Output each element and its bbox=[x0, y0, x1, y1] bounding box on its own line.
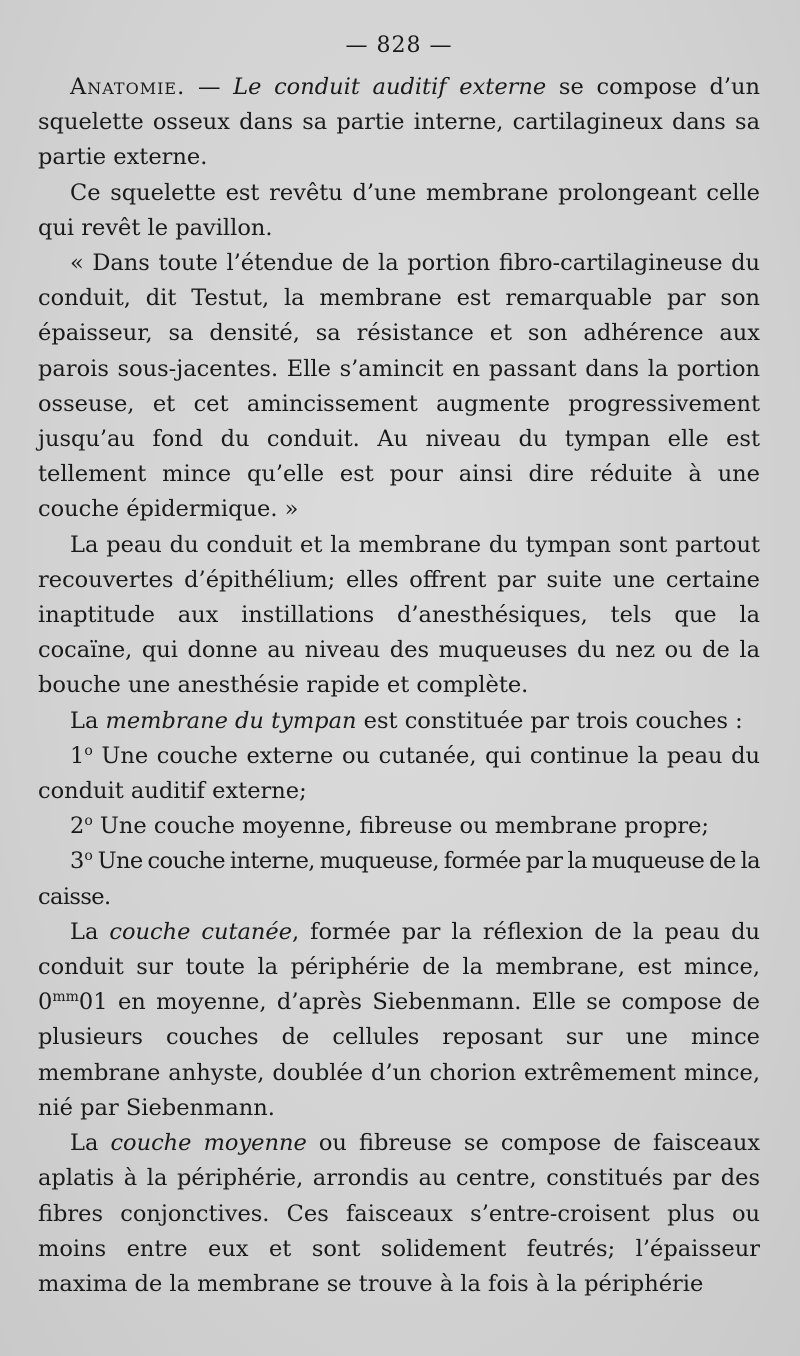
measure-decimal: 01 bbox=[78, 989, 108, 1016]
list-text: Une couche interne, muqueuse, formée par la muqueuse de la caisse. bbox=[38, 848, 760, 910]
text-fragment: , formée par la réflexion de la peau du conduit sur toute la périphérie de la membrane, est mince, bbox=[38, 918, 760, 981]
text-fragment: est constituée par trois couches : bbox=[356, 707, 743, 734]
italic-term: Le conduit auditif externe bbox=[233, 74, 547, 100]
list-text: Une couche externe ou cutanée, qui continue la peau du conduit auditif externe; bbox=[38, 742, 760, 805]
paragraph-couche-cutanee bbox=[38, 915, 760, 1126]
list-text: Une couche moyenne, fibreuse ou membrane propre; bbox=[92, 813, 709, 840]
measure-number: 0 bbox=[38, 989, 53, 1016]
paragraph-2: Ce squelette est revêtu d’une membrane prolongeant celle qui revêt le pavillon. bbox=[38, 179, 760, 241]
list-number: 1 bbox=[70, 742, 85, 769]
italic-term: couche cutanée bbox=[109, 918, 293, 945]
paragraph-4: La peau du conduit et la membrane du tympan sont partout recouvertes d’épithélium; elles offrent par suite une certaine inaptitude aux instillations d’anesthésiques, tels que la cocaïne, qui donne au niveau des muqueuses du nez ou de la bouche une anesthésie rapide et complète. bbox=[38, 531, 760, 699]
italic-term: couche moyenne bbox=[110, 1130, 307, 1157]
text-fragment: en moyenne, d’après Siebenmann. Elle se compose de plusieurs couches de cellules reposant sur une mince membrane anhyste, doublée d’un chorion extrêmement mince, nié par Siebenmann. bbox=[38, 989, 760, 1121]
body-text bbox=[38, 70, 760, 1302]
list-item-2 bbox=[38, 809, 760, 844]
text-fragment: La bbox=[70, 918, 110, 945]
paragraph-anatomie bbox=[38, 70, 760, 176]
paragraph-couche-moyenne bbox=[38, 1126, 760, 1302]
paragraph-5 bbox=[38, 704, 760, 739]
list-number: 3 bbox=[70, 848, 85, 875]
section-label: Anatomie. bbox=[70, 74, 186, 100]
ordinal-sup: o bbox=[84, 813, 93, 830]
em-dash: — bbox=[185, 74, 234, 100]
ordinal-sup: o bbox=[84, 742, 93, 759]
italic-term: membrane du tympan bbox=[105, 707, 357, 734]
ordinal-sup: o bbox=[84, 848, 93, 865]
list-number: 2 bbox=[70, 813, 85, 840]
text-fragment: La bbox=[70, 1130, 111, 1157]
text-fragment: La bbox=[70, 707, 106, 734]
list-item-1 bbox=[38, 739, 760, 809]
paragraph-text: se compose d’un squelette osseux dans sa partie interne, cartilagineux dans sa partie externe. bbox=[38, 74, 760, 171]
paragraph-quote-testut: « Dans toute l’étendue de la portion fibro-cartilagineuse du conduit, dit Testut, la membrane est remarquable par son épaisseur, sa densité, sa résistance et son adhérence aux parois sous-jacentes. Elle s’amincit en passant dans la portion osseuse, et cet amincissement augmente progressivement jusqu’au fond du conduit. Au niveau du tympan elle est tellement mince qu’elle est pour ainsi dire réduite à une couche épidermique. » bbox=[38, 250, 760, 523]
measure-unit: mm bbox=[52, 989, 79, 1006]
page-number: — 828 — bbox=[345, 33, 453, 58]
text-fragment: ou fibreuse se compose de faisceaux aplatis à la périphérie, arrondis au centre, constitués par des fibres conjonctives. Ces faisceaux s’entre-croisent plus ou moins entre eux et sont solidement feutrés; l’épaisseur maxima de la membrane se trouve à la fois à la périphérie bbox=[38, 1130, 761, 1297]
list-item-3 bbox=[38, 844, 760, 914]
